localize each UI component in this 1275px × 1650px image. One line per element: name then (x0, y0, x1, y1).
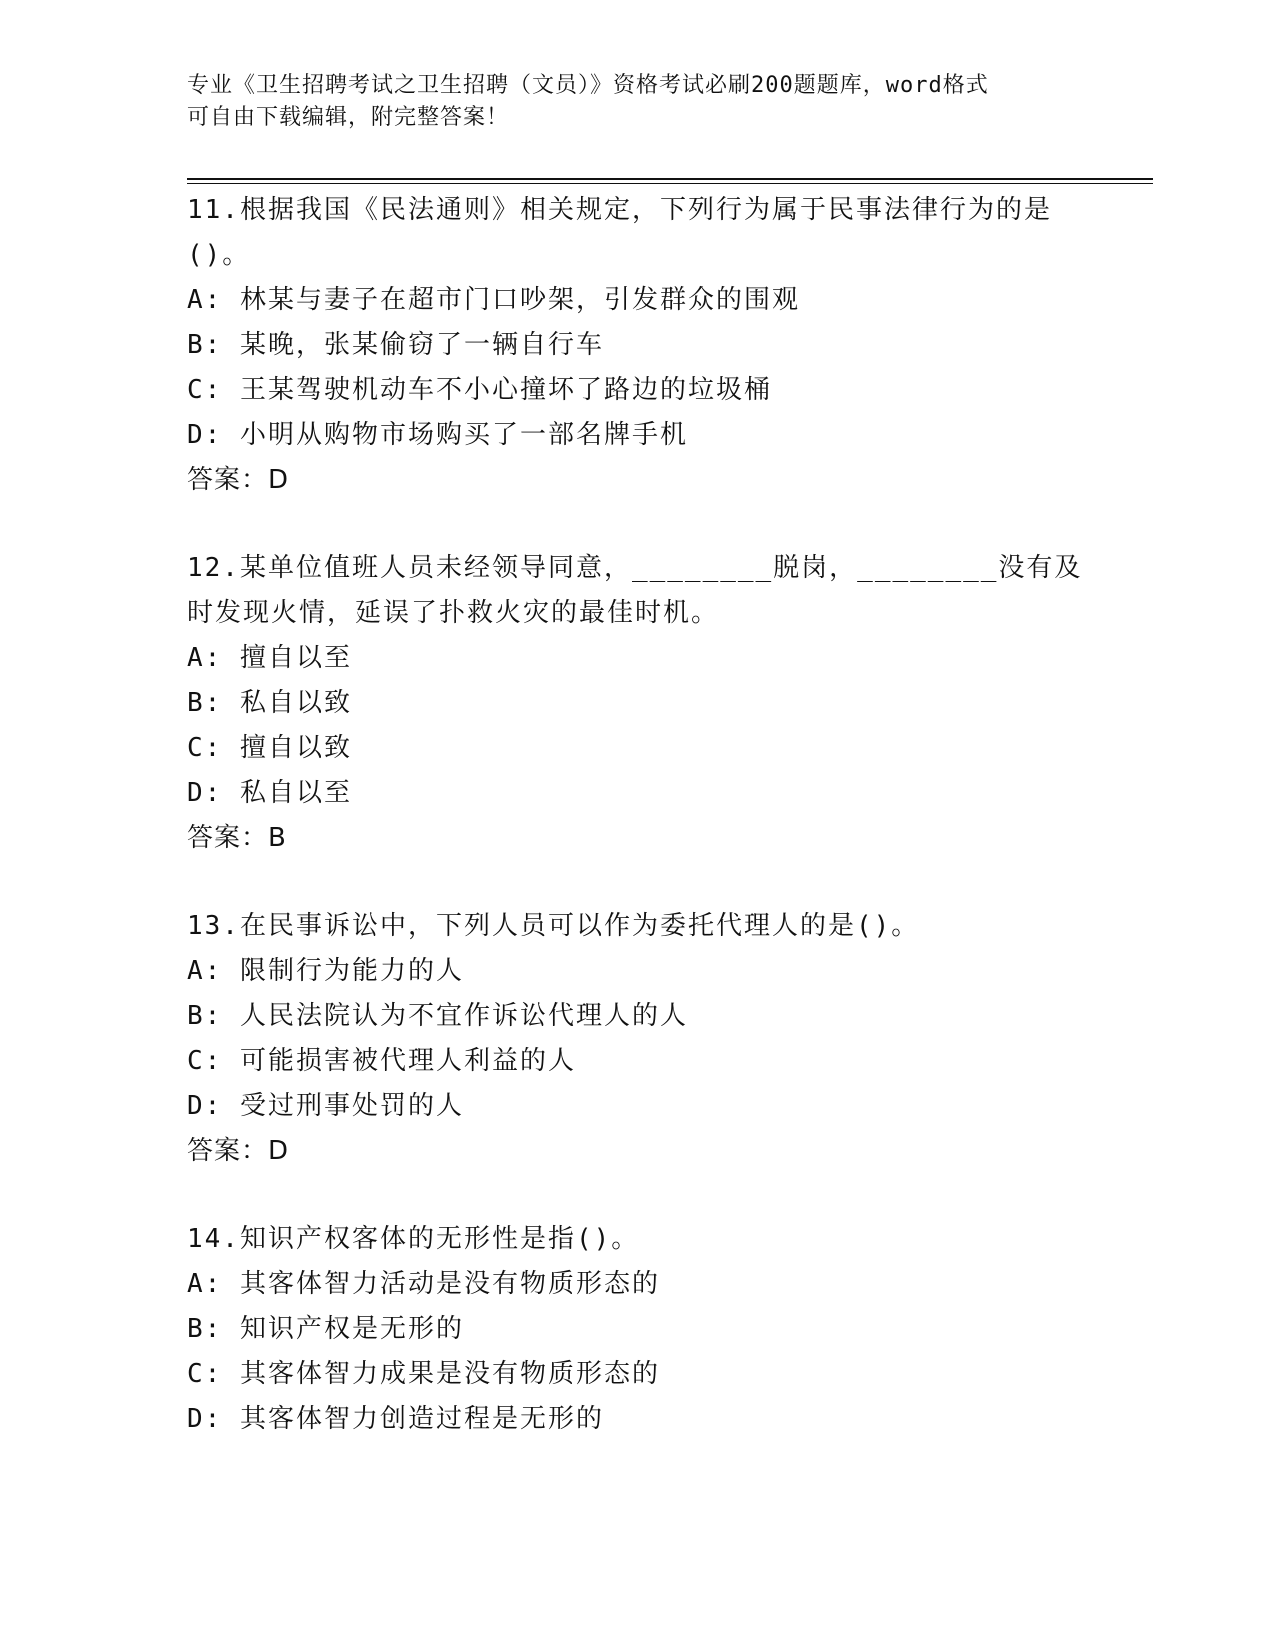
header-divider (187, 178, 1153, 184)
option-b: B: 私自以致 (187, 688, 352, 718)
option-d: D: 私自以至 (187, 778, 352, 808)
option-a: A: 林某与妻子在超市门口吵架，引发群众的围观 (187, 285, 800, 315)
question-stem: 14.知识产权客体的无形性是指()。 (187, 1224, 640, 1254)
question-14 (187, 1217, 1087, 1442)
option-b: B: 知识产权是无形的 (187, 1314, 464, 1344)
question-12 (187, 546, 1087, 861)
header-line-1: 专业《卫生招聘考试之卫生招聘（文员）》资格考试必刷200题题库，word格式 (187, 73, 989, 98)
option-b: B: 某晚，张某偷窃了一辆自行车 (187, 330, 604, 360)
option-d: D: 小明从购物市场购买了一部名牌手机 (187, 420, 688, 450)
question-stem: 12.某单位值班人员未经领导同意，________脱岗，________没有及时发现火情，延误了扑救火灾的最佳时机。 (187, 553, 1083, 628)
question-stem: 11.根据我国《民法通则》相关规定，下列行为属于民事法律行为的是()。 (187, 195, 1052, 270)
option-c: C: 其客体智力成果是没有物质形态的 (187, 1359, 660, 1389)
option-c: C: 王某驾驶机动车不小心撞坏了路边的垃圾桶 (187, 375, 772, 405)
option-a: A: 其客体智力活动是没有物质形态的 (187, 1269, 660, 1299)
document-header (187, 70, 1067, 134)
question-13 (187, 904, 1087, 1174)
option-a: A: 擅自以至 (187, 643, 352, 673)
option-b: B: 人民法院认为不宜作诉讼代理人的人 (187, 1001, 688, 1031)
header-line-2: 可自由下载编辑，附完整答案！ (187, 105, 510, 130)
option-c: C: 擅自以致 (187, 733, 352, 763)
answer: 答案：D (187, 465, 290, 495)
answer: 答案：D (187, 1136, 290, 1166)
option-d: D: 受过刑事处罚的人 (187, 1091, 464, 1121)
question-list (187, 188, 1087, 1485)
question-stem: 13.在民事诉讼中，下列人员可以作为委托代理人的是()。 (187, 911, 920, 941)
question-11 (187, 188, 1087, 503)
option-c: C: 可能损害被代理人利益的人 (187, 1046, 576, 1076)
option-d: D: 其客体智力创造过程是无形的 (187, 1404, 604, 1434)
answer: 答案：B (187, 823, 287, 853)
option-a: A: 限制行为能力的人 (187, 956, 464, 986)
